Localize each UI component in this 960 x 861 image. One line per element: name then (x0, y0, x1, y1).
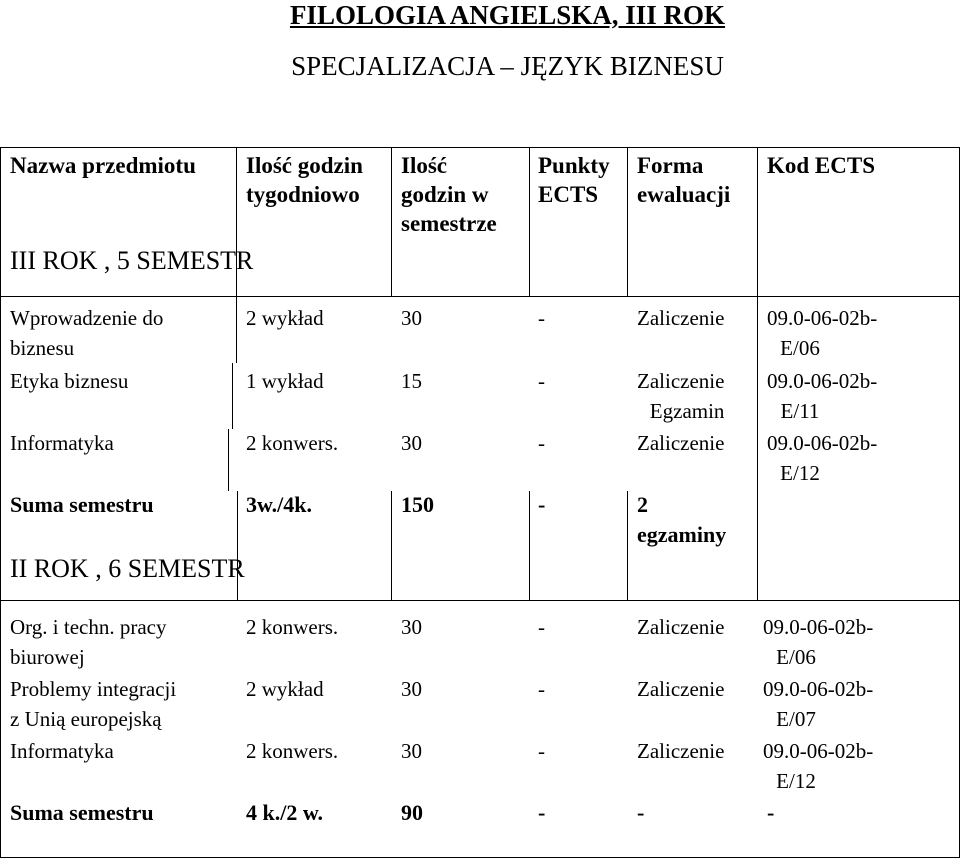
semester-hours: 30 (401, 677, 422, 701)
weekly-hours: 2 konwers. (246, 739, 339, 763)
sum-semester-hours: 90 (401, 800, 423, 825)
weekly-hours: 1 wykład (246, 369, 324, 393)
table-top-border (0, 147, 960, 148)
table-bottom-border (0, 857, 960, 858)
subject-name: Informatyka (10, 739, 114, 763)
header-divider (391, 147, 392, 296)
ects-points: - (538, 615, 545, 639)
sum-ects: - (538, 800, 546, 825)
header-subject: Nazwa przedmiotu (10, 153, 196, 178)
header-ects-code: Kod ECTS (767, 153, 876, 178)
ects-code: 09.0-06-02b- E/07 (763, 677, 874, 731)
sum-ects: - (538, 492, 546, 517)
evaluation-form: Zaliczenie (637, 677, 725, 701)
evaluation-form: Zaliczenie (637, 431, 725, 455)
header-semester-hours: Ilość godzin w semestrze (401, 153, 497, 236)
subject-name: Org. i techn. pracy biurowej (10, 615, 167, 669)
subject-name: Informatyka (10, 431, 114, 455)
ects-code: 09.0-06-02b- E/12 (763, 739, 874, 793)
sum-evaluation: 2 egzaminy (637, 492, 727, 547)
sum-divider (529, 491, 530, 600)
semester-hours: 30 (401, 306, 422, 330)
header-evaluation: Forma ewaluacji (637, 153, 731, 207)
evaluation-form: Zaliczenie (637, 615, 725, 639)
ects-code: 09.0-06-02b- E/06 (767, 306, 878, 360)
evaluation-form: Zaliczenie (637, 739, 725, 763)
evaluation-form: Zaliczenie Egzamin (637, 369, 725, 423)
header-divider (757, 147, 758, 296)
page-title: FILOLOGIA ANGIELSKA, III ROK (289, 0, 726, 30)
row-divider (236, 296, 237, 363)
sum-ects-code: - (767, 800, 775, 825)
sum-divider (757, 491, 758, 600)
sum-evaluation: - (637, 800, 645, 825)
semester-hours: 30 (401, 431, 422, 455)
sum-label: Suma semestru (10, 800, 154, 825)
semester-hours: 15 (401, 369, 422, 393)
evaluation-form: Zaliczenie (637, 306, 725, 330)
ects-points: - (538, 677, 545, 701)
ects-code: 09.0-06-02b- E/12 (767, 431, 878, 485)
header-ects-points: Punkty ECTS (538, 153, 610, 207)
subject-name: Problemy integracji z Unią europejską (10, 677, 177, 731)
weekly-hours: 2 konwers. (246, 615, 339, 639)
sum-weekly-hours: 4 k./2 w. (246, 800, 324, 825)
sum-label: Suma semestru (10, 492, 154, 517)
ects-points: - (538, 739, 545, 763)
weekly-hours: 2 wykład (246, 677, 324, 701)
weekly-hours: 2 wykład (246, 306, 324, 330)
header-bottom-border (0, 296, 960, 297)
ects-points: - (538, 369, 545, 393)
semester-hours: 30 (401, 739, 422, 763)
subject-name: Wprowadzenie do biznesu (10, 306, 164, 360)
ects-code: 09.0-06-02b- E/11 (767, 369, 878, 423)
sem6-top-border (0, 600, 960, 601)
header-divider (529, 147, 530, 296)
page-subtitle: SPECJALIZACJA – JĘZYK BIZNESU (291, 51, 724, 81)
header-weekly-hours: Ilość godzin tygodniowo (246, 153, 363, 207)
ects-points: - (538, 306, 545, 330)
sum-weekly-hours: 3w./4k. (246, 492, 313, 517)
row-divider (228, 429, 229, 491)
sum-divider (627, 491, 628, 600)
ects-points: - (538, 431, 545, 455)
sum-semester-hours: 150 (401, 492, 434, 517)
ects-code: 09.0-06-02b- E/06 (763, 615, 874, 669)
semester-5-label: III ROK , 5 SEMESTR (10, 246, 254, 275)
semester-6-label: II ROK , 6 SEMESTR (10, 554, 245, 583)
row-divider (757, 296, 758, 491)
left-border (0, 147, 1, 858)
header-divider (627, 147, 628, 296)
weekly-hours: 2 konwers. (246, 431, 339, 455)
semester-hours: 30 (401, 615, 422, 639)
subject-name: Etyka biznesu (10, 369, 129, 393)
sum-divider (391, 491, 392, 600)
row-divider (232, 363, 233, 429)
